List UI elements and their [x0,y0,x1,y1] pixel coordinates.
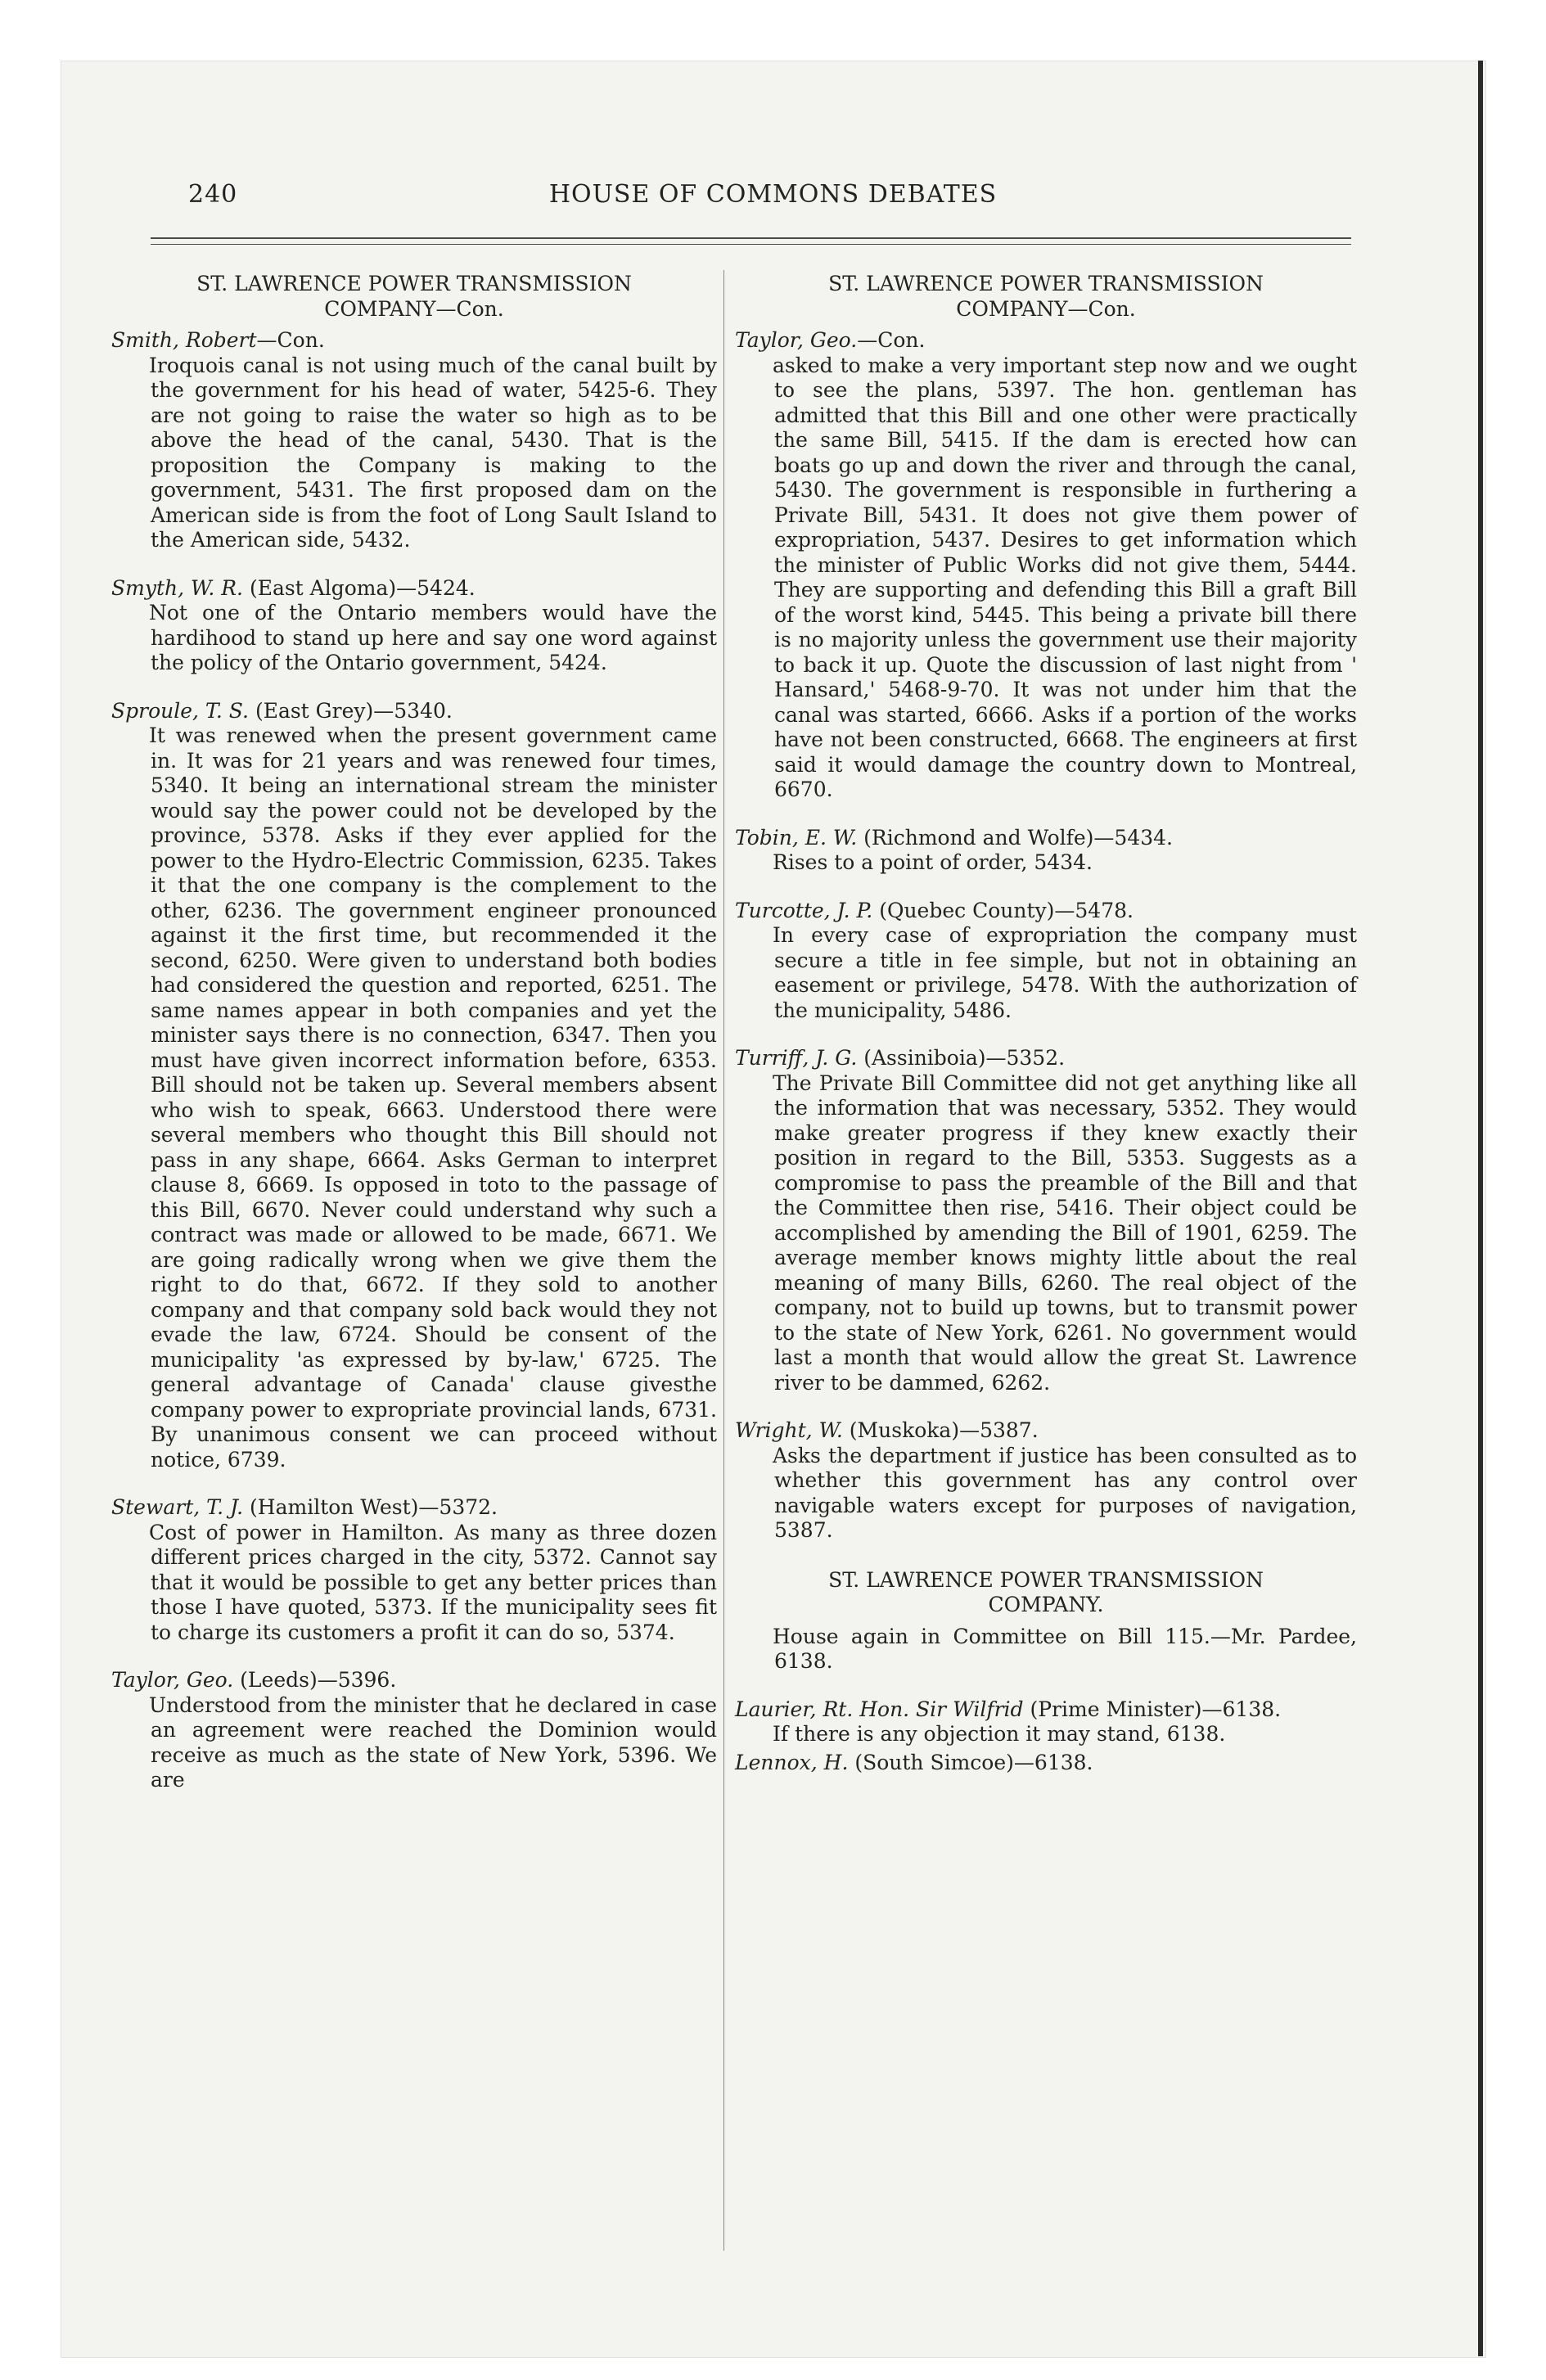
member-name: Taylor, Geo. (Leeds)—5396. [111,1668,397,1692]
section-title [111,272,717,322]
index-entry [735,1697,1357,1747]
section-subtitle: COMPANY—Con. [324,296,504,321]
index-entry [111,1495,717,1645]
left-column [111,272,717,1793]
index-entry [735,328,1357,803]
index-entry [111,328,717,553]
page-header [0,180,1546,213]
index-entry [111,699,717,1473]
header-rule-thick [151,237,1351,239]
index-entry [735,1418,1357,1544]
entry-text: Iroquois canal is not using much of the canal built by the government for his head of water, 5425-6. They are not going to raise the water so high as to be above the head of the canal, 5430. That is the proposition the Company is making to the government, 5431. The first proposed dam on the American side is from the foot of Long Sault Island to the American side, 5432. [149,353,717,552]
page-edge-shadow [1478,61,1483,2356]
entry-text: In every case of expropriation the company must secure a title in fee simple, but not in obtaining an easement or privilege, 5478. With the authorization of the municipality, 5486. [773,923,1357,1022]
entry-text: If there is any objection it may stand, 6138. [773,1722,1226,1746]
member-name: Laurier, Rt. Hon. Sir Wilfrid (Prime Minister)—6138. [735,1697,1282,1721]
entry-text: The Private Bill Committee did not get anything like all the information that was necessary, 5352. They would make greater progress if they knew exactly their position in regard to the Bill, 5353. Suggests as a compromise to pass the preamble of the Bill and that the Committee then rise, 5416. Their object could be accomplished by amending the Bill of 1901, 6259. The average member knows mighty little about the real meaning of many Bills, 6260. The real object of the company, not to build up towns, but to transmit power to the state of New York, 6261. No government would last a month that would allow the great St. Lawrence river to be dammed, 6262. [773,1071,1357,1395]
section-title-text: ST. LAWRENCE POWER TRANSMISSION [828,1567,1264,1592]
section-subtitle: COMPANY. [988,1593,1104,1616]
entry-text: Cost of power in Hamilton. As many as three dozen different prices charged in the city, 5372. Cannot say that it would be possible to get any better prices than those I have quoted, 5373. If the municipality sees fit to charge its customers a profit it can do so, 5374. [149,1520,717,1644]
index-entry [111,1668,717,1793]
section-intro [735,1625,1357,1675]
index-entry [735,899,1357,1024]
column-divider [723,270,724,2251]
entry-text: Rises to a point of order, 5434. [773,850,1093,874]
member-name: Tobin, E. W. (Richmond and Wolfe)—5434. [735,825,1174,850]
member-name: Lennox, H. (South Simcoe)—6138. [735,1750,1093,1774]
section-title [735,272,1357,322]
member-name: Taylor, Geo.—Con. [735,328,926,352]
intro-text: House again in Committee on Bill 115.—Mr. Pardee, 6138. [773,1624,1357,1673]
entry-text: Asks the department if justice has been consulted as to whether this government has any control over navigable waters except for purposes of navigation, 5387. [773,1443,1357,1542]
index-entry [111,576,717,676]
member-name: Wright, W. (Muskoka)—5387. [735,1418,1039,1442]
section-title-text: ST. LAWRENCE POWER TRANSMISSION [828,272,1264,295]
member-name: Turcotte, J. P. (Quebec County)—5478. [735,898,1134,922]
entry-text: It was renewed when the present government came in. It was for 21 years and was renewed four times, 5340. It being an international stream the minister would say the power could not be developed by the province, 5378. Asks if they ever applied for the power to the Hydro-Electric Commission, 6235. Takes it that the one company is the complement to the other, 6236. The government engineer pronounced against it the first time, but recommended it the second, 6250. Were given to understand both bodies had considered the question and reported, 6251. The same names appear in both companies and yet the minister says there is no connection, 6347. Then you must have given incorrect information before, 6353. Bill should not be taken up. Several members absent who wish to speak, 6663. Understood there were several members who thought this Bill should not pass in any shape, 6664. Asks German to interpret clause 8, 6669. Is opposed in toto to the passage of this Bill, 6670. Never could understand why such a contract was made or allowed to be made, 6671. We are going radically wrong when we give them the right to do that, 6672. If they sold to another company and that company sold back would they not evade the law, 6724. Should be consent of the municipality 'as expressed by by-law,' 6725. The general advantage of Canada' clause givesthe company power to expropriate provincial lands, 6731. By unanimous consent we can proceed without notice, 6739. [149,723,717,1472]
section-subtitle: COMPANY—Con. [956,296,1136,321]
member-name: Sproule, T. S. (East Grey)—5340. [111,698,453,723]
entry-text: Understood from the minister that he declared in case an agreement were reached the Dominion would receive as much as the state of New York, 5396. We are [149,1693,717,1792]
entry-text: asked to make a very important step now and we ought to see the plans, 5397. The hon. gentleman has admitted that this Bill and one other were practically the same Bill, 5415. If the dam is erected how can boats go up and down the river and through the canal, 5430. The government is responsible in furthering a Private Bill, 5431. It does not give them power of expropriation, 5437. Desires to get information which the minister of Public Works did not give them, 5444. They are supporting and defending this Bill a graft Bill of the worst kind, 5445. This being a private bill there is no majority unless the government use their majority to back it up. Quote the discussion of last night from ' Hansard,' 5468-9-70. It was not under him that the canal was started, 6666. Asks if a portion of the works have not been constructed, 6668. The engineers at first said it would damage the country down to Montreal, 6670. [773,353,1357,801]
index-entry [735,1046,1357,1395]
entry-text: Not one of the Ontario members would have the hardihood to stand up here and say one word against the policy of the Ontario government, 5424. [149,601,717,674]
page-title: HOUSE OF COMMONS DEBATES [548,180,998,209]
index-entry [735,1751,1357,1776]
header-rule-thin [151,244,1351,245]
section-title [735,1568,1357,1618]
member-name: Smith, Robert—Con. [111,328,325,352]
right-column [735,272,1357,1775]
member-name: Turriff, J. G. (Assiniboia)—5352. [735,1046,1066,1070]
page-number: 240 [188,180,238,209]
member-name: Stewart, T. J. (Hamilton West)—5372. [111,1495,498,1519]
member-name: Smyth, W. R. (East Algoma)—5424. [111,575,476,600]
section-title-text: ST. LAWRENCE POWER TRANSMISSION [196,272,632,295]
index-entry [735,826,1357,876]
